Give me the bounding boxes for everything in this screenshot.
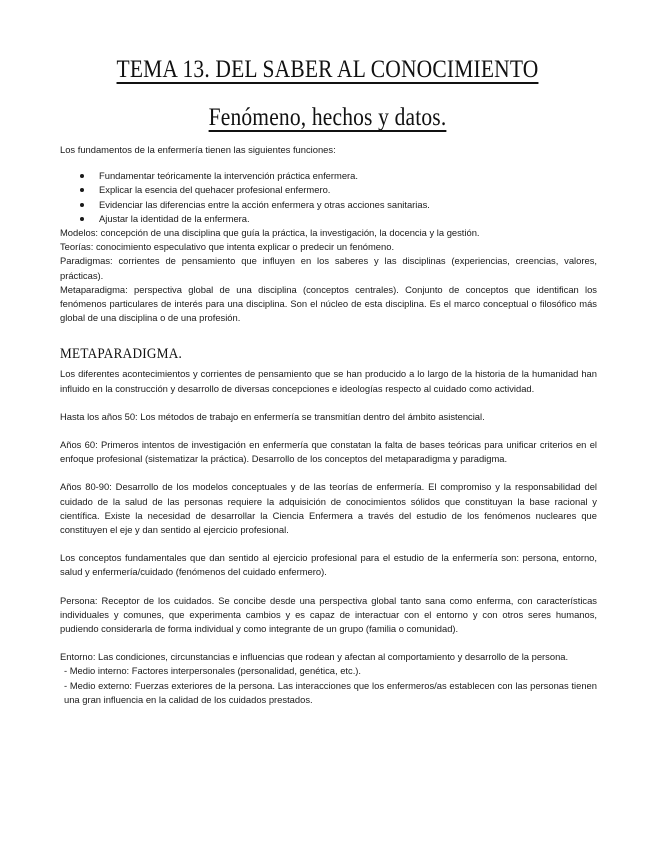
paragraph-entorno: Entorno: Las condiciones, circunstancias e influencias que rodean y afectan al comportamiento y desarrollo de la persona. — [60, 651, 569, 663]
functions-list — [60, 169, 597, 226]
paragraph-60s: Años 60: Primeros intentos de investigación en enfermería que constatan la falta de bases teóricas para unificar criterios en el enfoque profesional (sistematizar la práctica). Desarrollo de los conceptos del metaparadigma y paradigma. — [60, 439, 597, 465]
list-item: Explicar la esencia del quehacer profesional enfermero. — [60, 183, 597, 197]
paragraph-persona: Persona: Receptor de los cuidados. Se concibe desde una perspectiva global tanto sana como enferma, con características individuales y comunes, que experimenta cambios y es capaz de interactuar con el entorno y con otros seres humanos, pudiendo considerarla de forma individual y como integrante de un grupo (familia o comunidad). — [60, 594, 597, 635]
intro-text: Los fundamentos de la enfermería tienen las siguientes funciones: — [60, 144, 336, 155]
definition-paradigmas: Paradigmas: corrientes de pensamiento que influyen en los saberes y las disciplinas (experiencias, creencias, valores, prácticas). — [60, 255, 597, 281]
bullet-icon — [80, 188, 84, 192]
paragraph-50s: Hasta los años 50: Los métodos de trabajo en enfermería se transmitían dentro del ámbito asistencial. — [60, 410, 485, 422]
page-title: TEMA 13. DEL SABER AL CONOCIMIENTO Fenómeno, hechos y datos. — [116, 56, 539, 131]
definition-teorias: Teorías: conocimiento especulativo que intenta explicar o predecir un fenómeno. — [60, 241, 395, 253]
list-item: Fundamentar teóricamente la intervención práctica enfermera. — [60, 169, 597, 183]
entorno-medio-interno: - Medio interno: Factores interpersonales (personalidad, genética, etc.). — [64, 665, 362, 677]
bullet-icon — [80, 203, 84, 207]
definition-metaparadigma: Metaparadigma: perspectiva global de una disciplina (conceptos centrales). Conjunto de conceptos que identifican los fenómenos particulares de interés para una disciplina. Son el núcleo de esta disciplina. Es el marco conceptual o filosófico más global de una disciplina o de una profesión. — [60, 283, 597, 324]
paragraph-80s-90s: Años 80-90: Desarrollo de los modelos conceptuales y de las teorías de enfermería. El compromiso y la responsabilidad del cuidado de la salud de las personas requiere la adquisición de conocimientos sólidos que constituyan la base racional y científica. Existe la necesidad de desarrollar la Ciencia Enfermera a través del estudio de los fenómenos nucleares que constituyen el eje y dan sentido al ejercicio profesional. — [60, 481, 597, 536]
definition-modelos: Modelos: concepción de una disciplina que guía la práctica, la investigación, la docencia y la gestión. — [60, 227, 480, 239]
document-body — [60, 143, 597, 707]
list-item: Evidenciar las diferencias entre la acción enfermera y otras acciones sanitarias. — [60, 198, 597, 212]
section-heading-metaparadigma: METAPARADIGMA. — [60, 346, 183, 363]
paragraph-concepts: Los conceptos fundamentales que dan sentido al ejercicio profesional para el estudio de la enfermería son: persona, entorno, salud y enfermería/cuidado (fenómenos del cuidado enfermero). — [60, 552, 597, 578]
paragraph-history: Los diferentes acontecimientos y corrientes de pensamiento que se han producido a lo largo de la historia de la humanidad han influido en la construcción y desarrollo de diversas concepciones e ideologías respecto al cuidado como actividad. — [60, 368, 597, 394]
list-item: Ajustar la identidad de la enfermera. — [60, 212, 597, 226]
bullet-icon — [80, 217, 84, 221]
entorno-medio-externo: - Medio externo: Fuerzas exteriores de la persona. Las interacciones que los enfermeros/as establecen con las personas tienen una gran influencia en la calidad de los cuidados prestados. — [64, 679, 597, 705]
bullet-icon — [80, 174, 84, 178]
